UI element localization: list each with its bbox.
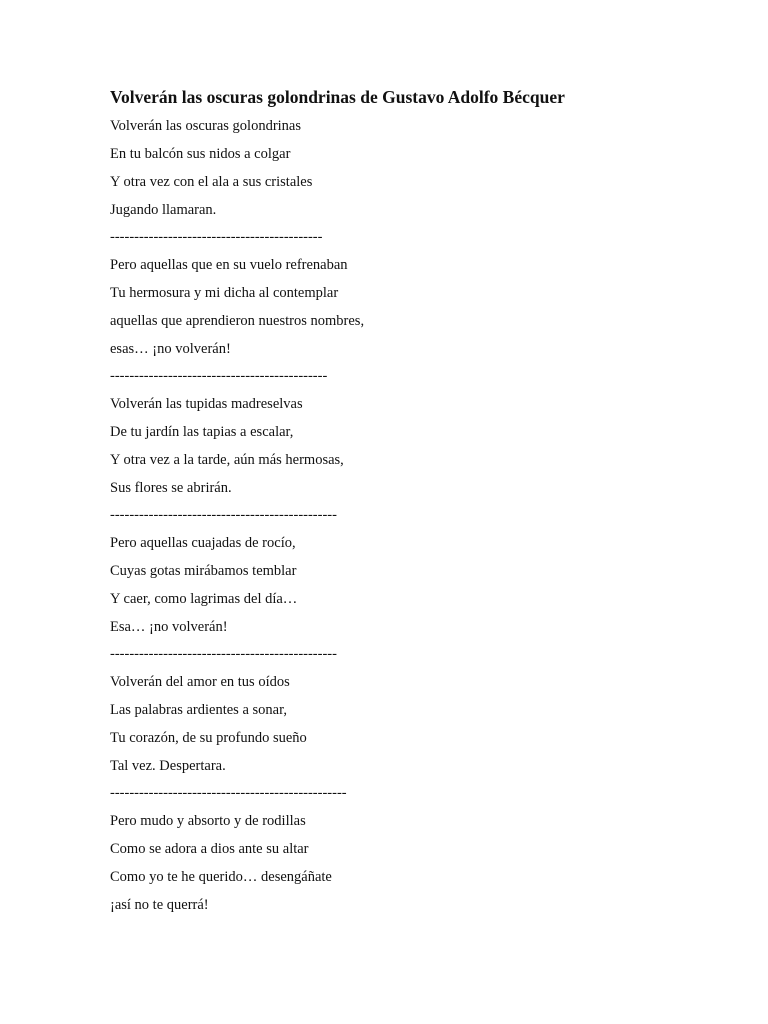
poem-line: Como se adora a dios ante su altar: [110, 841, 309, 857]
poem-line: Esa… ¡no volverán!: [110, 619, 228, 635]
poem-line: Cuyas gotas mirábamos temblar: [110, 563, 297, 579]
poem-line: Volverán las tupidas madreselvas: [110, 396, 303, 412]
poem-line: Y otra vez con el ala a sus cristales: [110, 174, 313, 190]
poem-line: Como yo te he querido… desengáñate: [110, 869, 332, 885]
poem-line: Pero aquellas que en su vuelo refrenaban: [110, 257, 348, 273]
stanza-divider: -----------------------------------------------: [110, 646, 337, 662]
poem-title: Volverán las oscuras golondrinas de Gustavo Adolfo Bécquer: [110, 87, 565, 107]
stanza-divider: -----------------------------------------------: [110, 507, 337, 523]
poem-line: Volverán del amor en tus oídos: [110, 674, 290, 690]
stanza-divider: --------------------------------------------: [110, 229, 323, 245]
poem-line: Jugando llamaran.: [110, 202, 217, 218]
poem-line: Sus flores se abrirán.: [110, 480, 232, 496]
poem-line: Volverán las oscuras golondrinas: [110, 118, 302, 134]
poem-line: Las palabras ardientes a sonar,: [110, 702, 287, 718]
stanza-divider: ---------------------------------------------: [110, 368, 328, 384]
poem-line: Tu corazón, de su profundo sueño: [110, 730, 307, 746]
poem-line: Tu hermosura y mi dicha al contemplar: [110, 285, 339, 301]
poem-line: Tal vez. Despertara.: [110, 758, 226, 774]
poem-line: En tu balcón sus nidos a colgar: [110, 146, 291, 162]
poem-line: Pero mudo y absorto y de rodillas: [110, 813, 306, 829]
poem-line: Y otra vez a la tarde, aún más hermosas,: [110, 452, 344, 468]
poem-line: De tu jardín las tapias a escalar,: [110, 424, 294, 440]
poem-line: Y caer, como lagrimas del día…: [110, 591, 298, 607]
poem-line: aquellas que aprendieron nuestros nombres,: [110, 313, 365, 329]
poem-line: esas… ¡no volverán!: [110, 341, 231, 357]
stanza-divider: -------------------------------------------------: [110, 785, 347, 801]
poem-line: ¡así no te querrá!: [110, 897, 209, 913]
poem-line: Pero aquellas cuajadas de rocío,: [110, 535, 296, 551]
